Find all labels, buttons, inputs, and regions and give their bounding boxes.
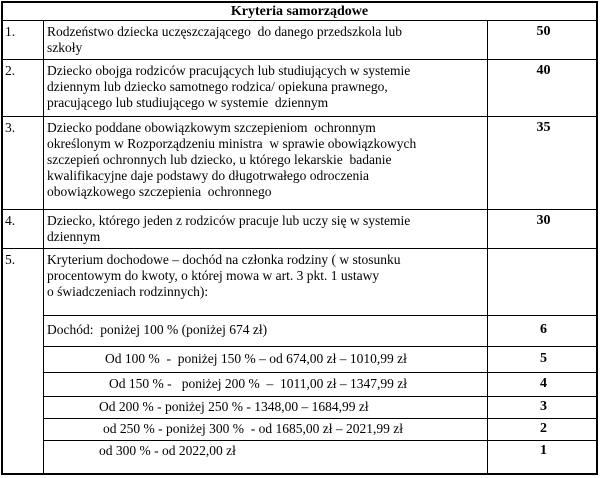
income-bracket-label: Dochód: poniżej 100 % (poniżej 674 zł) [47,322,268,337]
income-bracket-points: 2 [540,421,547,436]
income-bracket-points: 5 [540,351,547,366]
income-bracket-points: 4 [540,376,547,391]
income-bracket-label: Od 100 % - poniżej 150 % – od 674,00 zł – 1010,99 zł [105,351,407,366]
row-text-line: Kryterium dochodowe – dochód na członka rodziny ( w stosunku [47,252,401,267]
row-points: 35 [536,120,551,135]
row-text-line: szczepień ochronnych lub dziecko, u którego lekarskie badanie [47,152,392,167]
income-bracket-label: od 250 % - poniżej 300 % - od 1685,00 zł – 2021,99 zł [103,421,403,436]
row-number: 3. [5,120,16,135]
row-number: 2. [5,63,16,78]
row-points: 50 [536,24,551,39]
row-text-line: obowiązkowego szczepienia ochronnego [47,184,272,199]
row-text-line: określonym w Rozporządzeniu ministra w sprawie obowiązkowych [47,136,417,151]
income-bracket-label: od 300 % - od 2022,00 zł [99,443,236,458]
income-bracket-points: 6 [540,322,547,337]
row-text-line: Dziecko obojga rodziców pracujących lub studiujących w systemie [47,63,411,78]
row-text-line: Rodzeństwo dziecka uczęszczającego do danego przedszkola lub [47,24,402,39]
row-text-line: szkoły [47,40,83,55]
row-number: 5. [5,252,16,267]
row-text-line: Dziecko poddane obowiązkowym szczepieniom ochronnym [47,120,376,135]
row-text-line: pracującego lub studiującego w systemie dziennym [47,95,329,110]
row-text-line: procentowym do kwoty, o której mowa w art. 3 pkt. 1 ustawy [47,268,380,283]
row-text-line: kwalifikacyjne daje podstawy do długotrwałego odroczenia [47,168,370,183]
row-number: 4. [5,213,16,228]
income-bracket-label: Od 150 % - poniżej 200 % – 1011,00 zł – 1347,99 zł [109,376,407,391]
row-text-line: Dziecko, którego jeden z rodziców pracuje lub uczy się w systemie [47,213,411,228]
criteria-table [1,1,598,475]
income-bracket-points: 1 [540,443,547,458]
income-bracket-points: 3 [540,399,547,414]
row-text-line: o świadczeniach rodzinnych): [47,284,209,299]
row-number: 1. [5,24,16,39]
table-header: Kryteria samorządowe [230,4,369,19]
row-points: 30 [536,213,551,228]
row-text-line: dziennym [47,229,101,244]
row-text-line: dziennym lub dziecko samotnego rodzica/ opiekuna prawnego, [47,79,388,94]
row-points: 40 [536,63,551,78]
income-bracket-label: Od 200 % - poniżej 250 % - 1348,00 – 1684,99 zł [99,399,369,414]
